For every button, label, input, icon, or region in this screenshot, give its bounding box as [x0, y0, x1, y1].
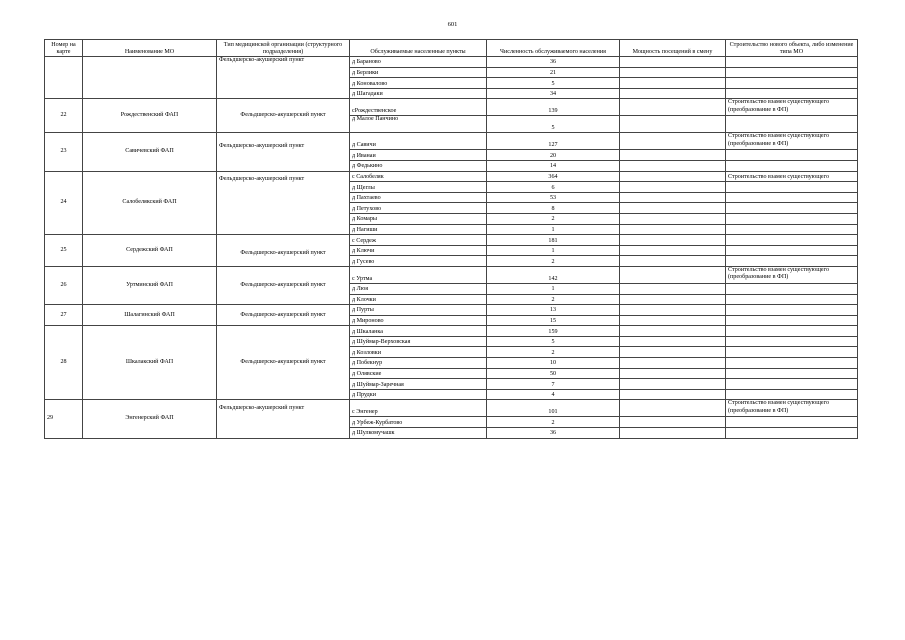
population-cell: 1: [487, 245, 620, 256]
visits-cell: [620, 133, 726, 150]
settlement-cell: д Петухово: [350, 203, 487, 214]
construction-cell: [726, 336, 858, 347]
header-population: Численность обслуживаемого населения: [487, 40, 620, 57]
map-number-cell: 29: [45, 400, 83, 438]
visits-cell: [620, 379, 726, 390]
construction-cell: [726, 389, 858, 400]
visits-cell: [620, 235, 726, 246]
header-settlements: Обслуживаемые населенные пункты: [350, 40, 487, 57]
visits-cell: [620, 116, 726, 133]
population-cell: 4: [487, 389, 620, 400]
mo-name-cell: Савичевский ФАП: [83, 133, 217, 171]
population-cell: 5: [487, 78, 620, 89]
settlement-cell: д Ключи: [350, 245, 487, 256]
settlement-cell: с Энгенер: [350, 400, 487, 417]
population-cell: 20: [487, 150, 620, 161]
construction-cell: Строительство взамен существующего (преобразование в ФП): [726, 99, 858, 116]
visits-cell: [620, 182, 726, 193]
construction-cell: [726, 203, 858, 214]
table-row: [45, 99, 858, 116]
construction-cell: [726, 160, 858, 171]
construction-cell: [726, 182, 858, 193]
construction-cell: Строительство взамен существующего (преобразование в ФП): [726, 400, 858, 417]
org-type-cell: Фельдшерско-акушерский пункт: [217, 400, 350, 438]
visits-cell: [620, 224, 726, 235]
construction-cell: [726, 379, 858, 390]
header-visits-capacity: Мощность посещений в смену: [620, 40, 726, 57]
construction-cell: [726, 213, 858, 224]
population-cell: 15: [487, 315, 620, 326]
visits-cell: [620, 326, 726, 337]
population-cell: 21: [487, 67, 620, 78]
org-type-cell: Фельдшерско-акушерский пункт: [217, 99, 350, 133]
construction-cell: [726, 78, 858, 89]
table-row: [45, 171, 858, 182]
population-cell: 34: [487, 88, 620, 99]
construction-cell: [726, 256, 858, 267]
settlement-cell: д Иванаи: [350, 150, 487, 161]
population-cell: 5: [487, 336, 620, 347]
visits-cell: [620, 315, 726, 326]
mo-name-cell: Салобелякский ФАП: [83, 171, 217, 235]
table-row: [45, 400, 858, 417]
visits-cell: [620, 150, 726, 161]
map-number-cell: 24: [45, 171, 83, 235]
settlement-cell: д Козловки: [350, 347, 487, 358]
settlement-cell: д Прудки: [350, 389, 487, 400]
org-type-cell: Фельдшерско-акушерский пункт: [217, 326, 350, 400]
settlement-cell: с Уртма: [350, 266, 487, 283]
construction-cell: Строительство взамен существующего (преобразование в ФП): [726, 266, 858, 283]
construction-cell: [726, 368, 858, 379]
header-mo-name: Наименование МО: [83, 40, 217, 57]
settlement-cell: с Сердеж: [350, 235, 487, 246]
population-cell: 2: [487, 294, 620, 305]
settlement-cell: д Малое Панчино: [350, 116, 487, 133]
population-cell: 7: [487, 379, 620, 390]
population-cell: 5: [487, 116, 620, 133]
settlement-cell: д Берлики: [350, 67, 487, 78]
settlement-cell: сРождественское: [350, 99, 487, 116]
population-cell: 1: [487, 224, 620, 235]
settlement-cell: д Савичи: [350, 133, 487, 150]
population-cell: 159: [487, 326, 620, 337]
settlement-cell: д Люя: [350, 283, 487, 294]
settlement-cell: д Пурты: [350, 305, 487, 316]
construction-cell: [726, 305, 858, 316]
construction-cell: [726, 315, 858, 326]
org-type-cell: Фельдшерско-акушерский пункт: [217, 171, 350, 235]
settlement-cell: д Пахтаево: [350, 192, 487, 203]
settlement-cell: д Олявские: [350, 368, 487, 379]
mo-name-cell: Энгенерский ФАП: [83, 400, 217, 438]
population-cell: 364: [487, 171, 620, 182]
table-header-row: [45, 40, 858, 57]
visits-cell: [620, 389, 726, 400]
settlement-cell: д Шуймар-Верховская: [350, 336, 487, 347]
population-cell: 2: [487, 213, 620, 224]
map-number-cell: 27: [45, 305, 83, 326]
settlement-cell: д Федькино: [350, 160, 487, 171]
settlement-cell: д Шагадаки: [350, 88, 487, 99]
settlement-cell: д Побекнур: [350, 358, 487, 369]
population-cell: 2: [487, 417, 620, 428]
visits-cell: [620, 400, 726, 417]
visits-cell: [620, 67, 726, 78]
construction-cell: [726, 283, 858, 294]
visits-cell: [620, 88, 726, 99]
population-cell: 36: [487, 428, 620, 439]
population-cell: 50: [487, 368, 620, 379]
construction-cell: [726, 67, 858, 78]
construction-cell: [726, 192, 858, 203]
visits-cell: [620, 283, 726, 294]
construction-cell: [726, 57, 858, 68]
table-row: [45, 305, 858, 316]
mo-name-cell: Сердежский ФАП: [83, 235, 217, 267]
org-type-cell: Фельдшерско-акушерский пункт: [217, 266, 350, 304]
construction-cell: [726, 150, 858, 161]
population-cell: 1: [487, 283, 620, 294]
visits-cell: [620, 305, 726, 316]
settlement-cell: д Шулкомучашк: [350, 428, 487, 439]
construction-cell: [726, 326, 858, 337]
org-type-cell: Фельдшерско-акушерский пункт: [217, 133, 350, 171]
map-number-cell: 22: [45, 99, 83, 133]
visits-cell: [620, 417, 726, 428]
header-map-number: Номер на карте: [45, 40, 83, 57]
population-cell: 139: [487, 99, 620, 116]
population-cell: 142: [487, 266, 620, 283]
population-cell: 14: [487, 160, 620, 171]
population-cell: 53: [487, 192, 620, 203]
construction-cell: [726, 88, 858, 99]
header-org-type: Тип медицинской организации (структурного подразделения): [217, 40, 350, 57]
visits-cell: [620, 245, 726, 256]
mo-name-cell: Шкалакский ФАП: [83, 326, 217, 400]
construction-cell: [726, 417, 858, 428]
settlement-cell: д Щеглы: [350, 182, 487, 193]
visits-cell: [620, 428, 726, 439]
construction-cell: [726, 224, 858, 235]
settlement-cell: д Мироново: [350, 315, 487, 326]
construction-cell: Строительство взамен существующего: [726, 171, 858, 182]
settlement-cell: с Салобеляк: [350, 171, 487, 182]
construction-cell: [726, 294, 858, 305]
visits-cell: [620, 358, 726, 369]
population-cell: 10: [487, 358, 620, 369]
settlement-cell: д Комары: [350, 213, 487, 224]
visits-cell: [620, 266, 726, 283]
construction-cell: [726, 347, 858, 358]
table-row: [45, 133, 858, 150]
visits-cell: [620, 203, 726, 214]
construction-cell: [726, 116, 858, 133]
population-cell: 8: [487, 203, 620, 214]
visits-cell: [620, 336, 726, 347]
settlement-cell: д Нагиши: [350, 224, 487, 235]
population-cell: 36: [487, 57, 620, 68]
visits-cell: [620, 160, 726, 171]
visits-cell: [620, 256, 726, 267]
visits-cell: [620, 192, 726, 203]
org-type-cell: Фельдшерско-акушерский пункт: [217, 305, 350, 326]
population-cell: 13: [487, 305, 620, 316]
settlement-cell: д Коновалово: [350, 78, 487, 89]
visits-cell: [620, 368, 726, 379]
population-cell: 2: [487, 347, 620, 358]
page-number: 601: [447, 21, 458, 28]
visits-cell: [620, 294, 726, 305]
construction-cell: [726, 235, 858, 246]
mo-name-cell: [83, 57, 217, 99]
table-row: [45, 235, 858, 246]
construction-cell: [726, 428, 858, 439]
mo-name-cell: Рождественский ФАП: [83, 99, 217, 133]
visits-cell: [620, 213, 726, 224]
map-number-cell: [45, 57, 83, 99]
map-number-cell: 28: [45, 326, 83, 400]
visits-cell: [620, 347, 726, 358]
medical-facilities-table: [44, 39, 858, 439]
population-cell: 6: [487, 182, 620, 193]
settlement-cell: д Урбеж-Курбатово: [350, 417, 487, 428]
mo-name-cell: Уртминский ФАП: [83, 266, 217, 304]
visits-cell: [620, 171, 726, 182]
population-cell: 101: [487, 400, 620, 417]
construction-cell: Строительство взамен существующего (преобразование в ФП): [726, 133, 858, 150]
mo-name-cell: Шалагинский ФАП: [83, 305, 217, 326]
population-cell: 127: [487, 133, 620, 150]
org-type-cell: Фельдшерско-акушерский пункт: [217, 57, 350, 99]
construction-cell: [726, 358, 858, 369]
table-row: [45, 266, 858, 283]
table-row: [45, 57, 858, 68]
settlement-cell: д Клочки: [350, 294, 487, 305]
map-number-cell: 23: [45, 133, 83, 171]
table-row: [45, 326, 858, 337]
header-construction: Строительство нового объекта, либо изменение типа МО: [726, 40, 858, 57]
visits-cell: [620, 99, 726, 116]
construction-cell: [726, 245, 858, 256]
map-number-cell: 26: [45, 266, 83, 304]
org-type-cell: Фельдшерско-акушерский пункт: [217, 235, 350, 267]
map-number-cell: 25: [45, 235, 83, 267]
visits-cell: [620, 57, 726, 68]
settlement-cell: д Бараново: [350, 57, 487, 68]
settlement-cell: д Шуймар-Заречная: [350, 379, 487, 390]
population-cell: 181: [487, 235, 620, 246]
settlement-cell: д Гусево: [350, 256, 487, 267]
population-cell: 2: [487, 256, 620, 267]
visits-cell: [620, 78, 726, 89]
settlement-cell: д Шкаланка: [350, 326, 487, 337]
